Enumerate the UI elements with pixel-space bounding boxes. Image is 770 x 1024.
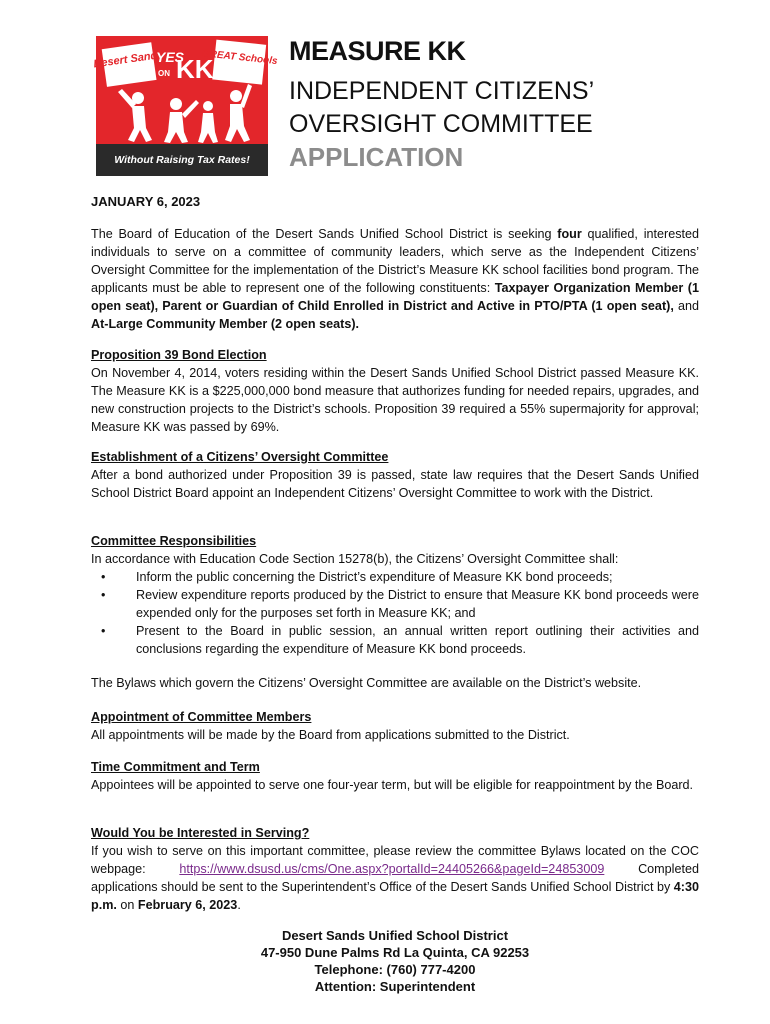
document-date: JANUARY 6, 2023	[91, 194, 201, 209]
serving-text-1: If you wish to serve on this important committee, please review the committee Bylaws located on the COC webpage:	[91, 844, 699, 876]
logo-kk-text: KK	[176, 54, 214, 84]
logo-great-text: GREAT Schools	[201, 48, 279, 68]
term-heading: Time Commitment and Term	[91, 760, 260, 774]
deadline-time: 4:30 p.m.	[91, 880, 699, 912]
list-item	[91, 568, 699, 586]
serving-on: on	[116, 898, 138, 912]
bullet-icon: •	[101, 624, 106, 638]
prop39-heading: Proposition 39 Bond Election	[91, 348, 267, 362]
bylaws-paragraph	[91, 674, 699, 692]
appointment-section	[91, 708, 699, 744]
page-title: MEASURE KK	[289, 36, 466, 66]
district-address: 47-950 Dune Palms Rd La Quinta, CA 92253	[260, 945, 530, 960]
district-phone: Telephone: (760) 777-4200	[314, 962, 476, 977]
coc-webpage-link[interactable]: https://www.dsusd.us/cms/One.aspx?portalId=24405266&pageId=24853009	[179, 862, 605, 876]
deadline-date: February 6, 2023	[137, 898, 238, 912]
term-text: Appointees will be appointed to serve one four-year term, but will be eligible for reappointment by the Board.	[91, 778, 694, 792]
serving-text-2: Completed applications should be sent to the Superintendent’s Office of the Desert Sands Unified School District by	[91, 862, 699, 894]
intro-text-2: qualified, interested individuals to serve on a committee of community leaders, which serve as the Independent Citizens’ Oversight Committee for the implementation of the District’s Measure KK school facilities bond program. The applicants must be able to represent one of the following constituents:	[91, 227, 699, 295]
district-name: Desert Sands Unified School District	[281, 928, 509, 943]
responsibilities-heading: Committee Responsibilities	[91, 534, 257, 548]
title-line-1: INDEPENDENT CITIZENS’	[289, 77, 595, 105]
intro-four: four	[557, 227, 582, 241]
responsibilities-section	[91, 532, 699, 658]
list-item-text: Inform the public concerning the District’s expenditure of Measure KK bond proceeds;	[136, 570, 613, 584]
contact-block	[91, 927, 699, 995]
intro-and: and	[673, 299, 699, 313]
serving-section	[91, 824, 699, 914]
kids-silhouette-icon	[118, 84, 252, 143]
responsibilities-intro: In accordance with Education Code Section 15278(b), the Citizens’ Oversight Committee shall:	[91, 552, 619, 566]
establishment-heading: Establishment of a Citizens’ Oversight Committee	[91, 450, 389, 464]
intro-paragraph	[91, 225, 699, 333]
bullet-icon: •	[101, 570, 106, 584]
bullet-icon: •	[101, 588, 106, 602]
intro-seats: Taxpayer Organization Member (1 open seat), Parent or Guardian of Child Enrolled in District and Active in PTO/PTA (1 open seat),	[91, 281, 699, 313]
establishment-section	[91, 448, 699, 502]
title-application: APPLICATION	[289, 142, 464, 172]
prop39-text: On November 4, 2014, voters residing within the Desert Sands Unified School District passed Measure KK. The Measure KK is a $225,000,000 bond measure that authorizes funding for needed repairs, upgrades, and new construction projects to the District’s schools. Proposition 39 required a 55% supermajority for approval; Measure KK was passed by 69%.	[91, 366, 699, 434]
bylaws-text: The Bylaws which govern the Citizens’ Oversight Committee are available on the District’s website.	[91, 676, 642, 690]
measure-kk-logo	[92, 36, 279, 176]
responsibilities-list	[91, 568, 699, 658]
logo-desert-text: Desert Sands	[92, 48, 165, 71]
prop39-section	[91, 346, 699, 436]
appointment-heading: Appointment of Committee Members	[91, 710, 312, 724]
list-item-text: Review expenditure reports produced by the District to ensure that Measure KK bond proceeds were expended only for the purposes set forth in Measure KK; and	[136, 588, 699, 620]
establishment-text: After a bond authorized under Proposition 39 is passed, state law requires that the Desert Sands Unified School District Board appoint an Independent Citizens’ Oversight Committee to work with the District.	[91, 468, 699, 500]
list-item-text: Present to the Board in public session, an annual written report outlining their activities and conclusions regarding the expenditure of Measure KK bond proceeds.	[136, 624, 699, 656]
logo-on-text: ON	[158, 69, 170, 78]
title-line-2: OVERSIGHT COMMITTEE	[289, 110, 593, 138]
intro-text-1: The Board of Education of the Desert Sands Unified School District is seeking	[91, 227, 558, 241]
serving-heading: Would You be Interested in Serving?	[91, 826, 310, 840]
logo-yes-text: YES	[156, 49, 185, 65]
appointment-text: All appointments will be made by the Board from applications submitted to the District.	[91, 728, 570, 742]
logo-tagline: Without Raising Tax Rates!	[96, 144, 268, 176]
attention-line: Attention: Superintendent	[314, 979, 476, 994]
term-section	[91, 758, 699, 794]
list-item	[91, 622, 699, 658]
list-item	[91, 586, 699, 622]
intro-at-large: At-Large Community Member (2 open seats).	[91, 317, 360, 331]
serving-end: .	[237, 898, 241, 912]
